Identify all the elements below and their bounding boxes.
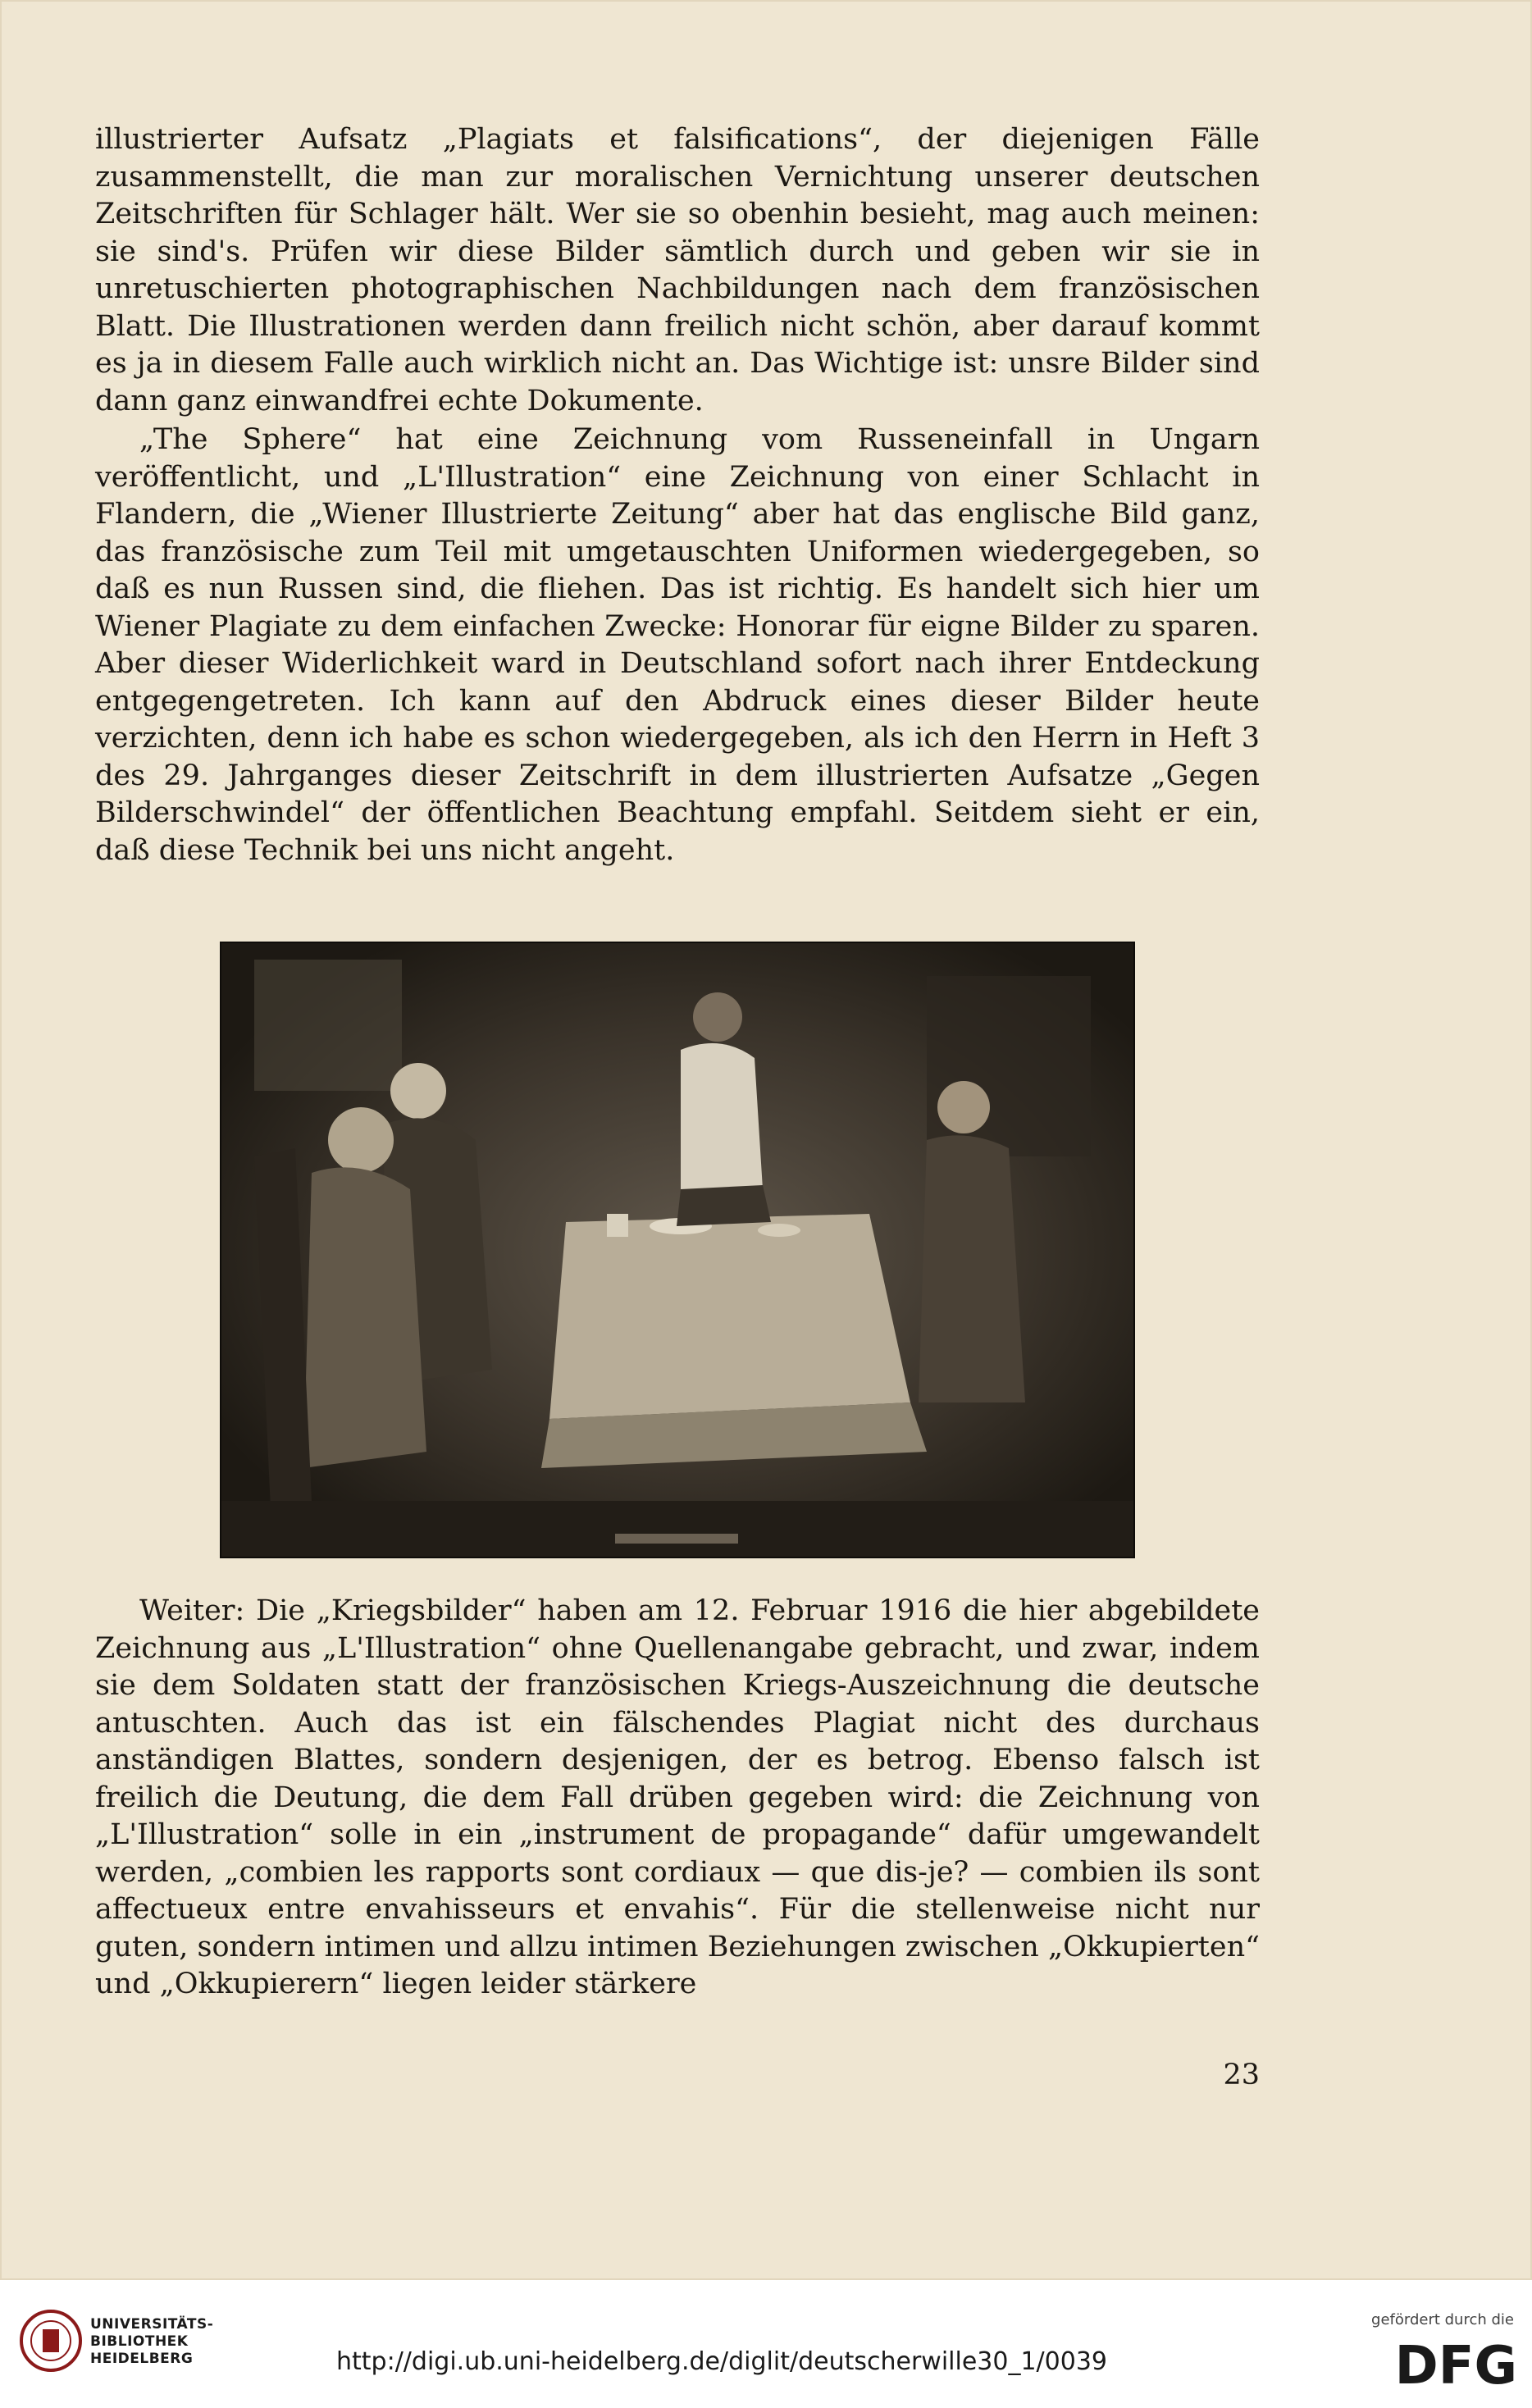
paragraph-1: illustrierter Aufsatz „Plagiats et falsifications“, der diejenigen Fälle zusammenstellt, die man zur moralischen Vernichtung unserer deutschen Zeitschriften für Schlager hält. Wer sie so obenhin besieht, mag auch meinen: sie sind's. Prüfen wir diese Bilder sämtlich durch und geben wir sie in unretuschierten photographischen Nachbildungen nach dem französischen Blatt. Die Illustrationen werden dann freilich nicht schön, aber darauf kommt es ja in diesem Falle auch wirklich nicht an. Das Wichtige ist: unsre Bilder sind dann ganz einwandfrei echte Dokumente.	[95, 123, 1260, 417]
dfg-logo-text: DFG	[1394, 2336, 1517, 2392]
institution-name	[90, 2316, 213, 2368]
paragraph-3: Weiter: Die „Kriegsbilder“ haben am 12. Februar 1916 die hier abgebildete Zeichnung aus „L'Illustration“ ohne Quellenangabe gebracht, und zwar, indem sie dem Soldaten statt der französischen Kriegs-Auszeichnung die deutsche antuschten. Auch das ist ein fälschendes Plagiat nicht des durchaus anständigen Blattes, sondern desjenigen, der es betrog. Ebenso falsch ist freilich die Deutung, die dem Fall drüben gegeben wird: die Zeichnung von „L'Illustration“ solle in ein „instrument de propagande“ dafür umgewandelt werden, „combien les rapports sont cordiaux — que dis-je? — combien ils sont affectueux entre envahisseurs et envahis“. Für die stellenweise nicht nur guten, sondern intimen und allzu intimen Beziehungen zwischen „Okkupierten“ und „Okkupierern“ liegen leider stärkere	[95, 1594, 1261, 2000]
source-url-link[interactable]: http://digi.ub.uni-heidelberg.de/diglit/deutscherwille30_1/0039	[336, 2347, 1107, 2376]
digitization-footer	[0, 2280, 1532, 2408]
university-library-seal-icon	[18, 2308, 84, 2374]
institution-line-3: HEIDELBERG	[90, 2351, 194, 2367]
dfg-logo	[1394, 2333, 1517, 2392]
funding-note: gefördert durch die	[1371, 2311, 1514, 2328]
halftone-illustration	[220, 942, 1135, 1558]
institution-line-1: UNIVERSITÄTS-	[90, 2316, 214, 2333]
paragraph-2: „The Sphere“ hat eine Zeichnung vom Russeneinfall in Ungarn veröffentlicht, und „L'Illustration“ eine Zeichnung von einer Schlacht in Flandern, die „Wiener Illustrierte Zeitung“ aber hat das englische Bild ganz, das französische zum Teil mit umgetauschten Uniformen wiedergegeben, so daß es nun Russen sind, die fliehen. Das ist richtig. Es handelt sich hier um Wiener Plagiate zu dem einfachen Zwecke: Honorar für eigne Bilder zu sparen. Aber dieser Widerlichkeit ward in Deutschland sofort nach ihrer Entdeckung entgegengetreten. Ich kann auf den Abdruck eines dieser Bilder heute verzichten, denn ich habe es schon wiedergegeben, als ich den Herrn in Heft 3 des 29. Jahrganges dieser Zeitschrift in dem illustrierten Aufsatze „Gegen Bilderschwindel“ der öffentlichen Beachtung empfahl. Seitdem sieht er ein, daß diese Technik bei uns nicht angeht.	[95, 423, 1260, 867]
institution-line-2: BIBLIOTHEK	[90, 2333, 189, 2350]
page-number: 23	[1223, 2059, 1260, 2091]
